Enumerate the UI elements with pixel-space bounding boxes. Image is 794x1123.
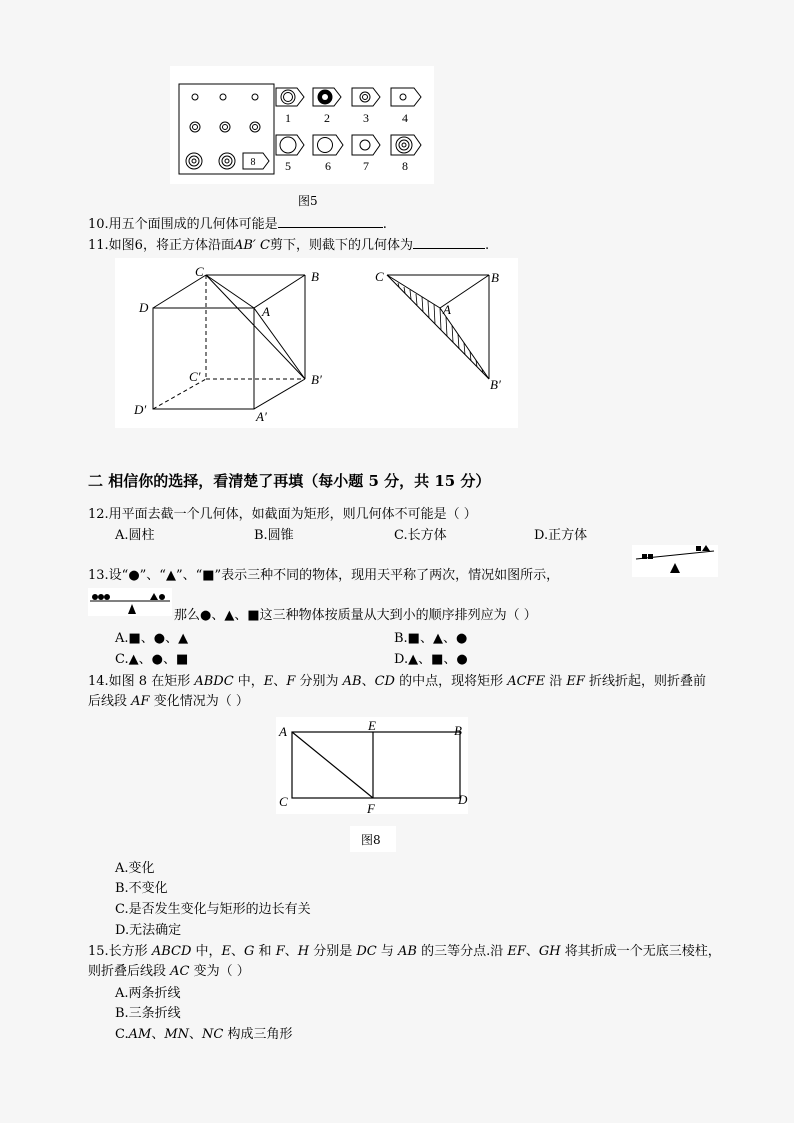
square-icon xyxy=(642,554,647,559)
question-11 xyxy=(88,234,489,253)
option-label-4: 4 xyxy=(402,111,408,125)
q15-option-b[interactable]: B.三条折线 xyxy=(115,1006,181,1021)
grid-circle xyxy=(192,94,198,100)
fig8-label-D: D xyxy=(458,792,468,807)
grid-double-circle xyxy=(190,122,200,132)
option-tag-5 xyxy=(276,135,304,155)
q13-option-a[interactable]: A.■、●、▲ xyxy=(115,631,189,646)
cut-label-B1: B′ xyxy=(490,377,501,392)
option-tag-2 xyxy=(313,88,341,106)
q14-option-d[interactable]: D.无法确定 xyxy=(115,923,182,938)
question-11-plane: AB′ C xyxy=(233,238,270,253)
q12-option-c[interactable]: C.长方体 xyxy=(394,528,447,543)
fig8-label-F: F xyxy=(367,801,375,814)
cut-label-B: B xyxy=(491,270,499,285)
question-11-prefix: 11.如图6，将正方体沿面 xyxy=(88,238,234,253)
grid-triple-circle xyxy=(219,153,235,169)
cube-label-C: C xyxy=(195,264,204,279)
cube-label-C1: C′ xyxy=(189,369,201,384)
balance-figure-1 xyxy=(632,545,718,577)
grid-circle xyxy=(252,94,258,100)
question-13-stem-2: 那么●、▲、■这三种物体按质量从大到小的顺序排列应为（ ） xyxy=(174,608,537,623)
cube-label-B1: B′ xyxy=(311,372,322,387)
q14-option-b[interactable]: B.不变化 xyxy=(115,881,168,896)
option-label-2: 2 xyxy=(324,111,330,125)
answer-blank-10[interactable] xyxy=(278,215,383,228)
square-icon xyxy=(696,546,701,551)
q15-option-a[interactable]: A.两条折线 xyxy=(115,986,181,1001)
figure-5 xyxy=(170,66,434,184)
option-label-7: 7 xyxy=(363,159,369,173)
q12-option-a[interactable]: A.圆柱 xyxy=(115,528,155,543)
question-11-suffix: 剪下，则截下的几何体为 xyxy=(269,238,413,253)
option-label-8: 8 xyxy=(402,159,408,173)
figure-5-caption: 图5 xyxy=(298,194,318,208)
option-tag-7 xyxy=(352,135,380,155)
question-10-text: 10.用五个面围成的几何体可能是 xyxy=(88,217,278,232)
fig8-label-C: C xyxy=(279,794,288,809)
question-12-stem: 12.用平面去截一个几何体，如截面为矩形，则几何体不可能是（ ） xyxy=(88,507,477,522)
square-icon xyxy=(648,554,653,559)
option-label-5: 5 xyxy=(285,159,291,173)
grid-answer-tag xyxy=(243,153,269,169)
cut-label-C: C xyxy=(375,269,384,284)
figure-8-caption: 图8 xyxy=(361,833,381,847)
option-label-6: 6 xyxy=(325,159,331,173)
fig8-label-E: E xyxy=(368,718,376,733)
cube-label-B: B xyxy=(311,269,319,284)
option-tag-4 xyxy=(391,88,421,106)
q13-option-c[interactable]: C.▲、●、■ xyxy=(115,652,189,667)
rectangle-ABDC xyxy=(292,732,460,798)
option-label-3: 3 xyxy=(363,111,369,125)
question-14-line-2: 后线段 AF 变化情况为（ ） xyxy=(88,694,249,709)
segment-AF xyxy=(292,732,373,798)
figure-6 xyxy=(115,258,518,428)
circle-icon xyxy=(104,594,110,600)
option-tag-8 xyxy=(391,135,421,155)
cube-label-A1: A′ xyxy=(256,409,267,424)
q12-option-b[interactable]: B.圆锥 xyxy=(254,528,294,543)
question-10 xyxy=(88,213,387,232)
cut-tetrahedron-figure xyxy=(387,275,489,379)
q15-option-c[interactable]: C.AM、MN、NC 构成三角形 xyxy=(115,1027,293,1042)
figure-8 xyxy=(276,717,468,814)
grid-answer-tag-label: 8 xyxy=(250,157,256,168)
circle-icon xyxy=(92,594,98,600)
cut-label-A: A xyxy=(443,302,451,317)
cube-label-D: D xyxy=(139,300,149,315)
question-11-end: . xyxy=(484,238,490,253)
q13-option-d[interactable]: D.▲、■、● xyxy=(394,652,468,667)
grid-double-circle xyxy=(220,122,230,132)
q14-option-a[interactable]: A.变化 xyxy=(115,861,155,876)
option-tag-1 xyxy=(276,88,304,106)
q14-option-c[interactable]: C.是否发生变化与矩形的边长有关 xyxy=(115,902,311,917)
section-2-title: 二 相信你的选择，看清楚了再填（每小题 5 分，共 15 分） xyxy=(88,472,491,490)
question-10-end: . xyxy=(382,217,387,232)
grid-circle xyxy=(220,94,226,100)
balance-figure-2 xyxy=(88,588,172,616)
q13-option-b[interactable]: B.■、▲、● xyxy=(394,631,468,646)
q12-option-d[interactable]: D.正方体 xyxy=(534,528,588,543)
grid-double-circle xyxy=(250,122,260,132)
cube-label-D1: D′ xyxy=(134,402,147,417)
question-15-line-2: 则折叠后线段 AC 变为（ ） xyxy=(88,964,250,979)
circle-icon xyxy=(98,594,104,600)
cube-figure xyxy=(153,275,305,409)
question-13-stem: 13.设“●”、“▲”、“■”表示三种不同的物体，现用天平称了两次，情况如图所示， xyxy=(88,568,560,583)
option-label-1: 1 xyxy=(285,111,291,125)
circle-icon xyxy=(159,594,165,600)
option-tag-3 xyxy=(352,88,380,106)
cube-label-A: A xyxy=(262,304,270,319)
answer-blank-11[interactable] xyxy=(413,236,485,249)
fig8-label-B: B xyxy=(454,723,462,738)
fig8-label-A: A xyxy=(279,724,287,739)
question-14-line-1: 14.如图 8 在矩形 ABDC 中，E、F 分别为 AB、CD 的中点，现将矩形 ACFE 沿 EF 折线折起，则折叠前 xyxy=(88,674,706,689)
question-15-line-1: 15.长方形 ABCD 中，E、G 和 F、H 分别是 DC 与 AB 的三等分点.沿 EF、GH 将其折成一个无底三棱柱， xyxy=(88,944,721,959)
option-tag-6 xyxy=(313,135,343,155)
grid-triple-circle xyxy=(186,153,202,169)
